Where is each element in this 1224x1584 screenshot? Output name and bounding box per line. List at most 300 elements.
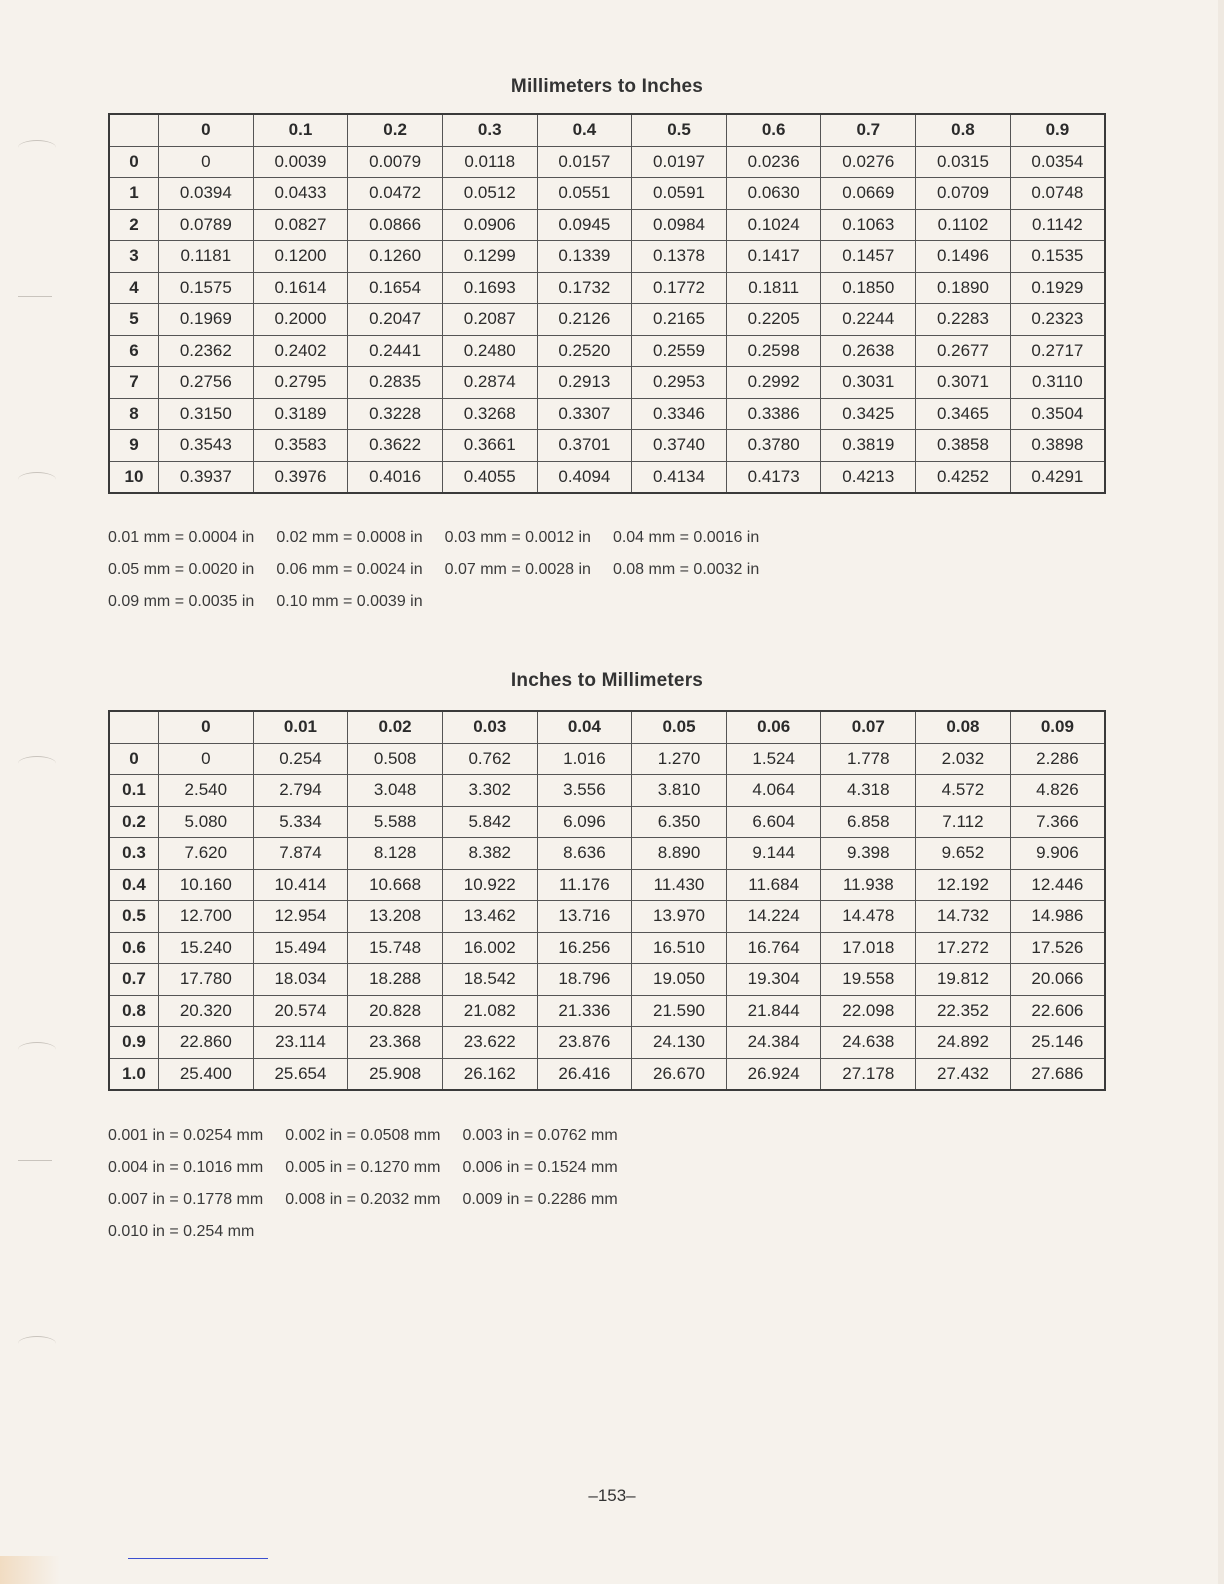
table-cell: 0.1535: [1010, 241, 1105, 273]
table-cell: 0.2874: [442, 367, 537, 399]
row-header: 2: [109, 209, 159, 241]
table-cell: 14.478: [821, 901, 916, 933]
table-cell: 0.3543: [159, 430, 254, 462]
table-cell: 21.336: [537, 995, 632, 1027]
table-cell: 0.2520: [537, 335, 632, 367]
table-row: [109, 743, 1105, 775]
table-cell: 2.286: [1010, 743, 1105, 775]
row-header: 5: [109, 304, 159, 336]
mm-to-in-table: [108, 113, 1106, 494]
table-cell: 7.874: [253, 838, 348, 870]
column-header: 0.09: [1010, 711, 1105, 743]
row-header: 0.8: [109, 995, 159, 1027]
table-cell: 0.1614: [253, 272, 348, 304]
table-row: [109, 775, 1105, 807]
table-cell: 0.1102: [916, 209, 1011, 241]
table-row: [109, 146, 1105, 178]
table-cell: 1.524: [726, 743, 821, 775]
table-cell: 13.970: [632, 901, 727, 933]
table-cell: 13.462: [442, 901, 537, 933]
conversion-note: 0.006 in = 0.1524 mm: [462, 1159, 618, 1176]
binder-mark: [18, 472, 56, 487]
table-cell: 0.3937: [159, 461, 254, 493]
table-cell: 18.542: [442, 964, 537, 996]
table-cell: 0.2480: [442, 335, 537, 367]
table-cell: 21.590: [632, 995, 727, 1027]
conversion-note: 0.05 mm = 0.0020 in: [108, 561, 255, 578]
mm-to-in-title: Millimeters to Inches: [510, 76, 704, 97]
table-cell: 11.176: [537, 869, 632, 901]
binder-mark: [18, 1160, 52, 1175]
table-row: [109, 901, 1105, 933]
column-header: 0.02: [348, 711, 443, 743]
in-to-mm-title: Inches to Millimeters: [510, 670, 704, 691]
table-cell: 25.908: [348, 1058, 443, 1090]
table-cell: 0.4291: [1010, 461, 1105, 493]
row-header: 0.2: [109, 806, 159, 838]
table-row: [109, 1058, 1105, 1090]
table-cell: 0.0512: [442, 178, 537, 210]
table-cell: 0.0945: [537, 209, 632, 241]
table-cell: 0.3898: [1010, 430, 1105, 462]
note-line: [108, 522, 1108, 554]
table-cell: 0.2047: [348, 304, 443, 336]
table-row: [109, 461, 1105, 493]
table-cell: 0.2992: [726, 367, 821, 399]
in-to-mm-notes: [108, 1120, 1108, 1248]
table-cell: 0.3504: [1010, 398, 1105, 430]
table-cell: 0.3307: [537, 398, 632, 430]
table-cell: 0.3701: [537, 430, 632, 462]
table-cell: 0.4213: [821, 461, 916, 493]
table-cell: 2.540: [159, 775, 254, 807]
row-header: 7: [109, 367, 159, 399]
table-cell: 0.2638: [821, 335, 916, 367]
table-cell: 8.890: [632, 838, 727, 870]
table-cell: 0.3858: [916, 430, 1011, 462]
table-row: [109, 367, 1105, 399]
table-cell: 0.3425: [821, 398, 916, 430]
table-cell: 0.0866: [348, 209, 443, 241]
column-header: 0.04: [537, 711, 632, 743]
conversion-note: 0.009 in = 0.2286 mm: [462, 1191, 618, 1208]
table-cell: 5.080: [159, 806, 254, 838]
row-header: 0.4: [109, 869, 159, 901]
binder-mark: [18, 1042, 56, 1057]
conversion-note: 0.005 in = 0.1270 mm: [285, 1159, 441, 1176]
column-header: 0.03: [442, 711, 537, 743]
table-cell: 0.508: [348, 743, 443, 775]
table-cell: 24.638: [821, 1027, 916, 1059]
table-cell: 0.0748: [1010, 178, 1105, 210]
table-cell: 0.0551: [537, 178, 632, 210]
table-cell: 0.1457: [821, 241, 916, 273]
binder-mark: [18, 1336, 56, 1351]
table-cell: 2.794: [253, 775, 348, 807]
in-to-mm-table: [108, 710, 1106, 1091]
table-cell: 0.4094: [537, 461, 632, 493]
note-line: [108, 1120, 1108, 1152]
row-header: 4: [109, 272, 159, 304]
table-row: [109, 806, 1105, 838]
table-cell: 20.828: [348, 995, 443, 1027]
column-header: 0.8: [916, 114, 1011, 146]
table-cell: 12.446: [1010, 869, 1105, 901]
table-cell: 0.3661: [442, 430, 537, 462]
table-header-row: [109, 711, 1105, 743]
table-cell: 0.1732: [537, 272, 632, 304]
table-cell: 0.2402: [253, 335, 348, 367]
table-cell: 3.810: [632, 775, 727, 807]
table-cell: 8.636: [537, 838, 632, 870]
table-cell: 15.240: [159, 932, 254, 964]
column-header: 0.07: [821, 711, 916, 743]
table-cell: 19.812: [916, 964, 1011, 996]
table-cell: 13.716: [537, 901, 632, 933]
table-cell: 0.2205: [726, 304, 821, 336]
column-header: 0.3: [442, 114, 537, 146]
table-cell: 18.288: [348, 964, 443, 996]
table-cell: 0.2835: [348, 367, 443, 399]
scan-artifact-line: [128, 1558, 268, 1559]
table-cell: 0.3150: [159, 398, 254, 430]
table-cell: 18.034: [253, 964, 348, 996]
table-cell: 21.844: [726, 995, 821, 1027]
table-cell: 0.762: [442, 743, 537, 775]
table-cell: 27.432: [916, 1058, 1011, 1090]
table-cell: 22.860: [159, 1027, 254, 1059]
table-cell: 11.938: [821, 869, 916, 901]
conversion-note: 0.07 mm = 0.0028 in: [444, 561, 591, 578]
table-cell: 1.270: [632, 743, 727, 775]
table-cell: 0.1575: [159, 272, 254, 304]
table-cell: 18.796: [537, 964, 632, 996]
table-cell: 4.572: [916, 775, 1011, 807]
table-cell: 0.3622: [348, 430, 443, 462]
table-row: [109, 838, 1105, 870]
table-cell: 20.066: [1010, 964, 1105, 996]
table-cell: 0.0118: [442, 146, 537, 178]
page-edge: [1218, 0, 1224, 1584]
row-header: 8: [109, 398, 159, 430]
page-number: –153–: [588, 1486, 636, 1505]
binder-mark: [18, 140, 56, 155]
table-cell: 0.3740: [632, 430, 727, 462]
table-cell: 0.3110: [1010, 367, 1105, 399]
table-cell: 10.922: [442, 869, 537, 901]
table-cell: 10.414: [253, 869, 348, 901]
conversion-note: 0.002 in = 0.0508 mm: [285, 1127, 441, 1144]
conversion-note: 0.008 in = 0.2032 mm: [285, 1191, 441, 1208]
table-cell: 2.032: [916, 743, 1011, 775]
table-cell: 0.3071: [916, 367, 1011, 399]
table-cell: 16.764: [726, 932, 821, 964]
table-cell: 1.016: [537, 743, 632, 775]
column-header: 0.4: [537, 114, 632, 146]
table-cell: 20.320: [159, 995, 254, 1027]
table-cell: 6.604: [726, 806, 821, 838]
table-cell: 0.2165: [632, 304, 727, 336]
table-cell: 5.588: [348, 806, 443, 838]
row-header: 6: [109, 335, 159, 367]
table-cell: 15.748: [348, 932, 443, 964]
table-cell: 6.096: [537, 806, 632, 838]
table-cell: 10.668: [348, 869, 443, 901]
table-row: [109, 178, 1105, 210]
table-cell: 0.1496: [916, 241, 1011, 273]
table-cell: 4.318: [821, 775, 916, 807]
table-cell: 0.2362: [159, 335, 254, 367]
table-row: [109, 398, 1105, 430]
column-header: 0.2: [348, 114, 443, 146]
table-cell: 0.0591: [632, 178, 727, 210]
binder-mark: [18, 756, 56, 771]
table-cell: 0.0236: [726, 146, 821, 178]
table-cell: 23.368: [348, 1027, 443, 1059]
table-cell: 0.1339: [537, 241, 632, 273]
table-cell: 0.4173: [726, 461, 821, 493]
table-cell: 0.3465: [916, 398, 1011, 430]
table-cell: 23.622: [442, 1027, 537, 1059]
table-cell: 26.924: [726, 1058, 821, 1090]
table-cell: 6.350: [632, 806, 727, 838]
table-cell: 0.1142: [1010, 209, 1105, 241]
table-cell: 0.2559: [632, 335, 727, 367]
table-cell: 0.1693: [442, 272, 537, 304]
table-corner-cell: [109, 711, 159, 743]
table-cell: 22.606: [1010, 995, 1105, 1027]
conversion-note: 0.02 mm = 0.0008 in: [276, 529, 423, 546]
row-header: 0.6: [109, 932, 159, 964]
column-header: 0.6: [726, 114, 821, 146]
table-cell: 26.670: [632, 1058, 727, 1090]
table-row: [109, 304, 1105, 336]
conversion-note: 0.08 mm = 0.0032 in: [612, 561, 760, 578]
table-cell: 0.0709: [916, 178, 1011, 210]
table-cell: 26.162: [442, 1058, 537, 1090]
table-cell: 1.778: [821, 743, 916, 775]
row-header: 0.1: [109, 775, 159, 807]
table-cell: 24.384: [726, 1027, 821, 1059]
table-cell: 26.416: [537, 1058, 632, 1090]
table-corner-cell: [109, 114, 159, 146]
table-row: [109, 869, 1105, 901]
table-cell: 11.430: [632, 869, 727, 901]
table-row: [109, 335, 1105, 367]
table-cell: 25.146: [1010, 1027, 1105, 1059]
table-cell: 0.0197: [632, 146, 727, 178]
table-row: [109, 430, 1105, 462]
table-cell: 0.0789: [159, 209, 254, 241]
table-row: [109, 964, 1105, 996]
table-cell: 0.2000: [253, 304, 348, 336]
binder-mark: [18, 296, 52, 311]
table-cell: 5.334: [253, 806, 348, 838]
table-cell: 0.3976: [253, 461, 348, 493]
column-header: 0.1: [253, 114, 348, 146]
table-cell: 7.366: [1010, 806, 1105, 838]
table-cell: 0.2441: [348, 335, 443, 367]
table-cell: 0.0315: [916, 146, 1011, 178]
conversion-note: 0.004 in = 0.1016 mm: [108, 1159, 264, 1176]
column-header: 0.5: [632, 114, 727, 146]
row-header: 10: [109, 461, 159, 493]
table-cell: 0.2717: [1010, 335, 1105, 367]
table-cell: 6.858: [821, 806, 916, 838]
conversion-note: 0.03 mm = 0.0012 in: [444, 529, 591, 546]
table-cell: 0.1200: [253, 241, 348, 273]
table-cell: 0.3583: [253, 430, 348, 462]
table-cell: 0.0984: [632, 209, 727, 241]
table-cell: 7.112: [916, 806, 1011, 838]
table-cell: 3.556: [537, 775, 632, 807]
table-cell: 27.178: [821, 1058, 916, 1090]
table-cell: 22.352: [916, 995, 1011, 1027]
table-cell: 19.304: [726, 964, 821, 996]
conversion-note: 0.003 in = 0.0762 mm: [462, 1127, 618, 1144]
table-row: [109, 1027, 1105, 1059]
table-cell: 16.002: [442, 932, 537, 964]
table-cell: 0.1929: [1010, 272, 1105, 304]
table-cell: 23.114: [253, 1027, 348, 1059]
row-header: 3: [109, 241, 159, 273]
table-header-row: [109, 114, 1105, 146]
note-line: [108, 1216, 1108, 1248]
table-cell: 0.4252: [916, 461, 1011, 493]
table-cell: 0.0276: [821, 146, 916, 178]
table-cell: 0.4016: [348, 461, 443, 493]
conversion-note: 0.06 mm = 0.0024 in: [276, 561, 423, 578]
table-cell: 0.1654: [348, 272, 443, 304]
table-cell: 0.2953: [632, 367, 727, 399]
table-cell: 0.1024: [726, 209, 821, 241]
table-cell: 0.1378: [632, 241, 727, 273]
table-cell: 0.1811: [726, 272, 821, 304]
table-cell: 14.732: [916, 901, 1011, 933]
table-cell: 0.0039: [253, 146, 348, 178]
table-cell: 0.0433: [253, 178, 348, 210]
table-cell: 9.906: [1010, 838, 1105, 870]
column-header: 0: [159, 711, 254, 743]
note-line: [108, 554, 1108, 586]
table-cell: 9.398: [821, 838, 916, 870]
table-cell: 7.620: [159, 838, 254, 870]
table-cell: 0.3268: [442, 398, 537, 430]
table-cell: 16.256: [537, 932, 632, 964]
table-cell: 3.048: [348, 775, 443, 807]
row-header: 1: [109, 178, 159, 210]
table-row: [109, 272, 1105, 304]
table-cell: 0.4055: [442, 461, 537, 493]
conversion-note: 0.007 in = 0.1778 mm: [108, 1191, 264, 1208]
table-cell: 9.144: [726, 838, 821, 870]
table-cell: 3.302: [442, 775, 537, 807]
table-row: [109, 995, 1105, 1027]
table-cell: 24.892: [916, 1027, 1011, 1059]
column-header: 0: [159, 114, 254, 146]
table-cell: 0.2677: [916, 335, 1011, 367]
column-header: 0.9: [1010, 114, 1105, 146]
table-cell: 0.1772: [632, 272, 727, 304]
column-header: 0.08: [916, 711, 1011, 743]
page-corner-shade: [0, 1556, 60, 1584]
column-header: 0.01: [253, 711, 348, 743]
table-cell: 0.0394: [159, 178, 254, 210]
table-cell: 0.0630: [726, 178, 821, 210]
row-header: 0.5: [109, 901, 159, 933]
row-header: 1.0: [109, 1058, 159, 1090]
table-cell: 15.494: [253, 932, 348, 964]
table-cell: 0.1260: [348, 241, 443, 273]
note-line: [108, 1152, 1108, 1184]
table-cell: 0.2283: [916, 304, 1011, 336]
table-cell: 19.558: [821, 964, 916, 996]
table-cell: 0.1850: [821, 272, 916, 304]
table-cell: 0.0354: [1010, 146, 1105, 178]
column-header: 0.05: [632, 711, 727, 743]
table-cell: 16.510: [632, 932, 727, 964]
table-cell: 0.0669: [821, 178, 916, 210]
table-cell: 8.382: [442, 838, 537, 870]
conversion-note: 0.001 in = 0.0254 mm: [108, 1127, 264, 1144]
table-cell: 0.2087: [442, 304, 537, 336]
conversion-note: 0.10 mm = 0.0039 in: [276, 593, 423, 610]
table-cell: 14.986: [1010, 901, 1105, 933]
table-cell: 17.780: [159, 964, 254, 996]
note-line: [108, 586, 1108, 618]
table-cell: 0.3819: [821, 430, 916, 462]
table-cell: 24.130: [632, 1027, 727, 1059]
table-cell: 25.400: [159, 1058, 254, 1090]
row-header: 0.9: [109, 1027, 159, 1059]
table-cell: 0.0906: [442, 209, 537, 241]
table-cell: 0.1181: [159, 241, 254, 273]
table-cell: 0.3386: [726, 398, 821, 430]
table-cell: 13.208: [348, 901, 443, 933]
table-cell: 11.684: [726, 869, 821, 901]
conversion-note: 0.01 mm = 0.0004 in: [108, 529, 255, 546]
table-cell: 0.3228: [348, 398, 443, 430]
table-cell: 0.2756: [159, 367, 254, 399]
table-cell: 19.050: [632, 964, 727, 996]
table-cell: 0.0157: [537, 146, 632, 178]
conversion-note: 0.04 mm = 0.0016 in: [612, 529, 760, 546]
table-cell: 0.3346: [632, 398, 727, 430]
table-cell: 0.3031: [821, 367, 916, 399]
row-header: 0: [109, 146, 159, 178]
row-header: 0.3: [109, 838, 159, 870]
table-cell: 25.654: [253, 1058, 348, 1090]
row-header: 0: [109, 743, 159, 775]
table-row: [109, 209, 1105, 241]
table-row: [109, 241, 1105, 273]
conversion-note: 0.09 mm = 0.0035 in: [108, 593, 255, 610]
table-cell: 0.1417: [726, 241, 821, 273]
table-cell: 21.082: [442, 995, 537, 1027]
table-cell: 0.1890: [916, 272, 1011, 304]
table-cell: 10.160: [159, 869, 254, 901]
table-cell: 0: [159, 146, 254, 178]
row-header: 9: [109, 430, 159, 462]
table-cell: 0.3189: [253, 398, 348, 430]
conversion-note: 0.010 in = 0.254 mm: [108, 1223, 255, 1240]
table-cell: 0.2244: [821, 304, 916, 336]
table-cell: 0.0472: [348, 178, 443, 210]
row-header: 0.7: [109, 964, 159, 996]
table-cell: 0.3780: [726, 430, 821, 462]
table-cell: 4.064: [726, 775, 821, 807]
table-cell: 5.842: [442, 806, 537, 838]
